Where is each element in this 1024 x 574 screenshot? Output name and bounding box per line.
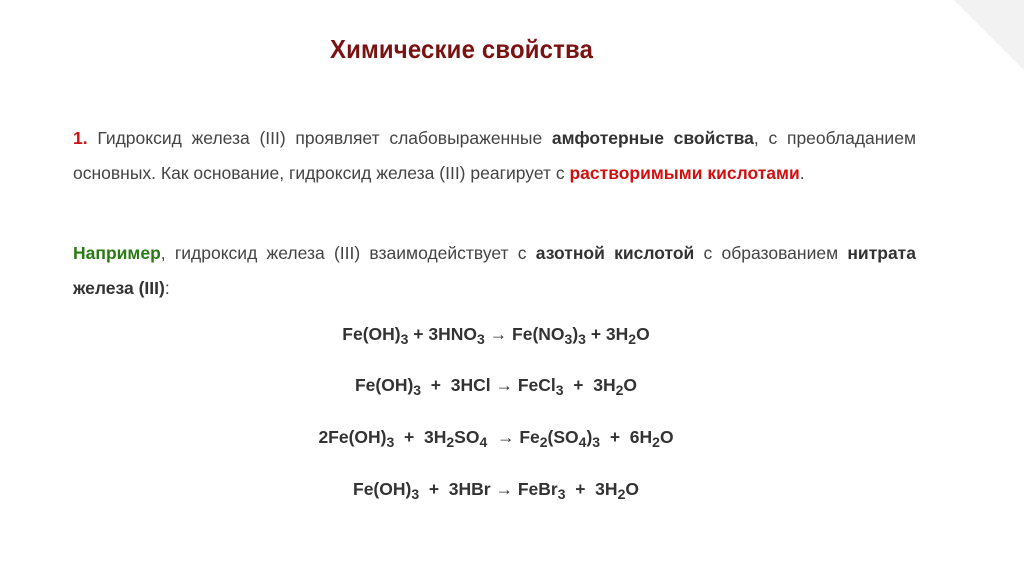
equation-4: $Fe(OH)_3 + 3HBr$ → FeBr$_3$ + $3H_2O$ — [353, 479, 639, 502]
paragraph-1 — [73, 121, 916, 191]
equation-1: $Fe(OH)_3 + 3HNO_3 \to Fe(NO_3)_3 + 3H_2O$ — [342, 324, 650, 347]
bold-term: амфотерные свойства — [551, 128, 754, 148]
text: Гидроксид железа (III) проявляет слабовыраженные — [87, 128, 552, 148]
text: , с преобладанием основных. Как основание, гидроксид железа (III) реагирует с — [73, 128, 916, 183]
item-number: 1. — [73, 128, 88, 148]
paragraph-2 — [73, 236, 916, 306]
highlight-term: растворимыми кислотами — [569, 163, 800, 183]
text: , гидроксид железа (III) взаимодействует с — [160, 243, 536, 263]
equation-2: $Fe(OH)_3 + 3HCl$ → FeCl$_3$ + $3H_2O$ — [354, 375, 638, 398]
bold-term: азотной кислотой — [535, 243, 695, 263]
text: с образованием — [694, 243, 848, 263]
example-label: Например — [73, 243, 161, 263]
text: : — [164, 278, 170, 298]
text: . — [799, 163, 805, 183]
bold-term: нитрата железа (III) — [73, 243, 916, 298]
page-corner-decoration — [954, 0, 1024, 70]
equation-3: $2Fe(OH)_3 + 3H_2SO_4 \to Fe_2(SO_4)_3 + 6H_2O$ — [318, 427, 674, 450]
slide-title: Химические свойства — [330, 34, 594, 64]
